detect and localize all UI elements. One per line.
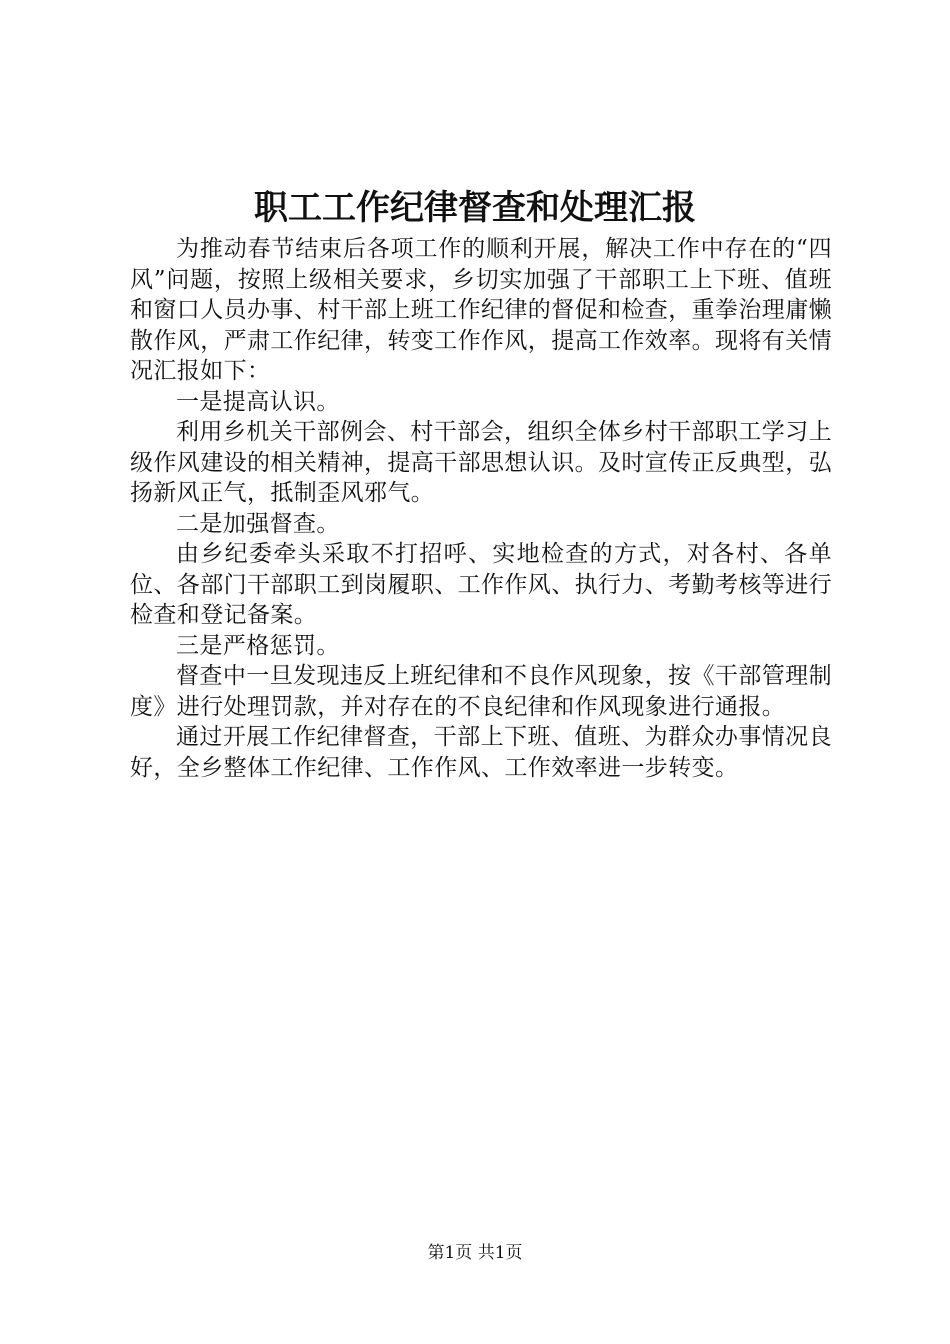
paragraph-point-three: 督查中一旦发现违反上班纪律和不良作风现象，按《干部管理制度》进行处理罚款，并对存在的不良纪律和作风现象进行通报。 bbox=[130, 663, 832, 720]
paragraph-point-two: 由乡纪委牵头采取不打招呼、实地检查的方式，对各村、各单位、各部门干部职工到岗履职、工作作风、执行力、考勤考核等进行检查和登记备案。 bbox=[130, 541, 832, 628]
paragraph-intro: 为推动春节结束后各项工作的顺利开展，解决工作中存在的“四风”问题，按照上级相关要求，乡切实加强了干部职工上下班、值班和窗口人员办事、村干部上班工作纪律的督促和检查，重拳治理庸懒散作风，严肃工作纪律，转变工作作风，提高工作效率。现将有关情况汇报如下： bbox=[130, 236, 832, 384]
heading-point-two: 二是加强督查。 bbox=[176, 510, 340, 537]
paragraph-conclusion: 通过开展工作纪律督查，干部上下班、值班、为群众办事情况良好，全乡整体工作纪律、工作作风、工作效率进一步转变。 bbox=[130, 724, 832, 781]
document-title: 职工工作纪律督查和处理汇报 bbox=[254, 188, 696, 228]
heading-point-three: 三是严格惩罚。 bbox=[176, 632, 340, 659]
heading-point-one: 一是提高认识。 bbox=[176, 388, 340, 415]
document-body bbox=[130, 234, 832, 783]
paragraph-point-one: 利用乡机关干部例会、村干部会，组织全体乡村干部职工学习上级作风建设的相关精神，提高干部思想认识。及时宣传正反典型，弘扬新风正气，抵制歪风邪气。 bbox=[130, 419, 832, 506]
page-footer: 第1页 共1页 bbox=[427, 1243, 523, 1263]
